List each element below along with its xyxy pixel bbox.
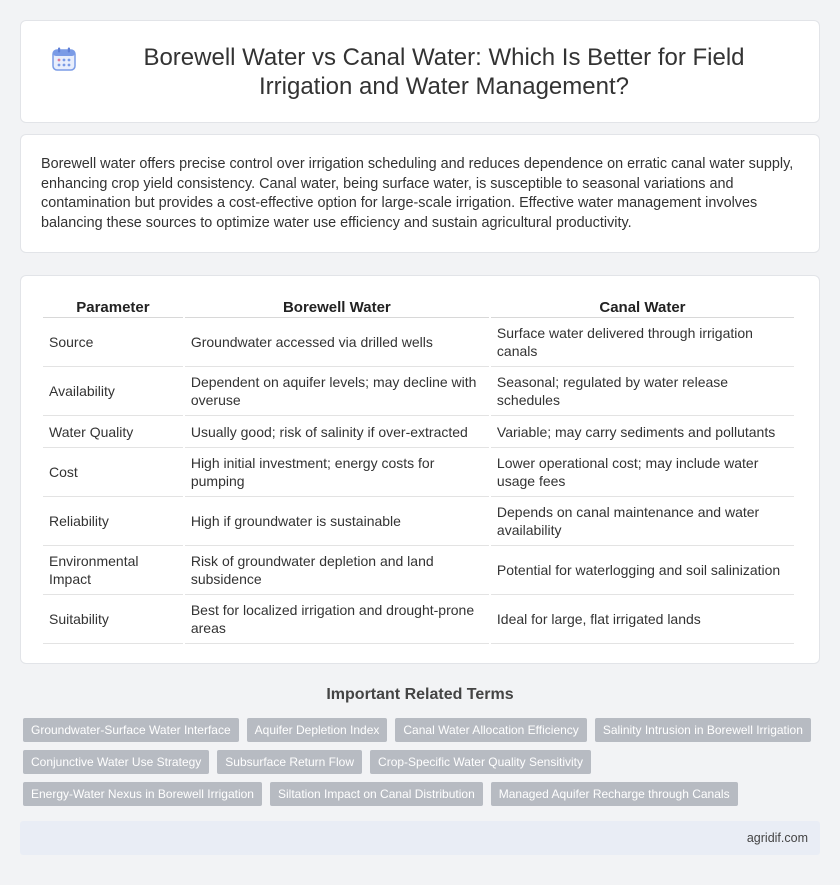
table-row [43,595,794,644]
related-term-tag[interactable]: Conjunctive Water Use Strategy [23,750,209,774]
related-term-tag[interactable]: Groundwater-Surface Water Interface [23,718,239,742]
cell-borewell: Risk of groundwater depletion and land subsidence [185,546,489,595]
footer [20,821,820,855]
cell-parameter: Cost [43,448,183,497]
cell-canal: Ideal for large, flat irrigated lands [491,595,794,644]
related-term-tag[interactable]: Aquifer Depletion Index [247,718,388,742]
cell-borewell: Best for localized irrigation and drought-prone areas [185,595,489,644]
related-term-tag[interactable]: Salinity Intrusion in Borewell Irrigation [595,718,811,742]
cell-canal: Lower operational cost; may include water usage fees [491,448,794,497]
cell-borewell: High if groundwater is sustainable [185,497,489,546]
cell-canal: Seasonal; regulated by water release schedules [491,367,794,416]
header-borewell: Borewell Water [185,296,489,318]
table-row [43,546,794,595]
cell-borewell: Usually good; risk of salinity if over-extracted [185,416,489,448]
cell-parameter: Water Quality [43,416,183,448]
comparison-card [20,275,820,664]
cell-canal: Surface water delivered through irrigation canals [491,318,794,367]
related-term-tag[interactable]: Subsurface Return Flow [217,750,362,774]
related-term-tag[interactable]: Managed Aquifer Recharge through Canals [491,782,738,806]
cell-borewell: Dependent on aquifer levels; may decline with overuse [185,367,489,416]
related-term-tag[interactable]: Siltation Impact on Canal Distribution [270,782,483,806]
cell-canal: Variable; may carry sediments and pollutants [491,416,794,448]
table-row [43,497,794,546]
page-title: Borewell Water vs Canal Water: Which Is Better for Field Irrigation and Water Management? [143,43,745,100]
intro-paragraph: Borewell water offers precise control over irrigation scheduling and reduces dependence on erratic canal water supply, enhancing crop yield consistency. Canal water, being surface water, is susceptible to seasonal variations and contamination but provides a cost-effective option for large-scale irrigation. Effective water management involves balancing these sources to optimize water use efficiency and sustain agricultural productivity. [41,156,794,231]
cell-borewell: Groundwater accessed via drilled wells [185,318,489,367]
cell-canal: Depends on canal maintenance and water availability [491,497,794,546]
header-parameter: Parameter [43,296,183,318]
comparison-table [41,296,796,644]
table-row [43,416,794,448]
title-wrap [51,43,789,101]
table-row [43,318,794,367]
title-card [20,20,820,123]
related-terms-list [23,718,823,814]
cell-parameter: Suitability [43,595,183,644]
related-term-tag[interactable]: Energy-Water Nexus in Borewell Irrigation [23,782,262,806]
header-canal: Canal Water [491,296,794,318]
related-terms-title: Important Related Terms [326,686,514,703]
cell-borewell: High initial investment; energy costs for pumping [185,448,489,497]
related-term-tag[interactable]: Canal Water Allocation Efficiency [395,718,586,742]
table-header-row [43,296,794,318]
cell-parameter: Environmental Impact [43,546,183,595]
tag-row [23,750,823,774]
table-row [43,367,794,416]
table-row [43,448,794,497]
calendar-icon [51,46,77,72]
tag-row [23,782,823,806]
cell-canal: Potential for waterlogging and soil salinization [491,546,794,595]
cell-parameter: Availability [43,367,183,416]
cell-parameter: Source [43,318,183,367]
tag-row [23,718,823,742]
cell-parameter: Reliability [43,497,183,546]
related-term-tag[interactable]: Crop-Specific Water Quality Sensitivity [370,750,591,774]
footer-site-link[interactable]: agridif.com [746,831,808,845]
intro-card [20,134,820,253]
